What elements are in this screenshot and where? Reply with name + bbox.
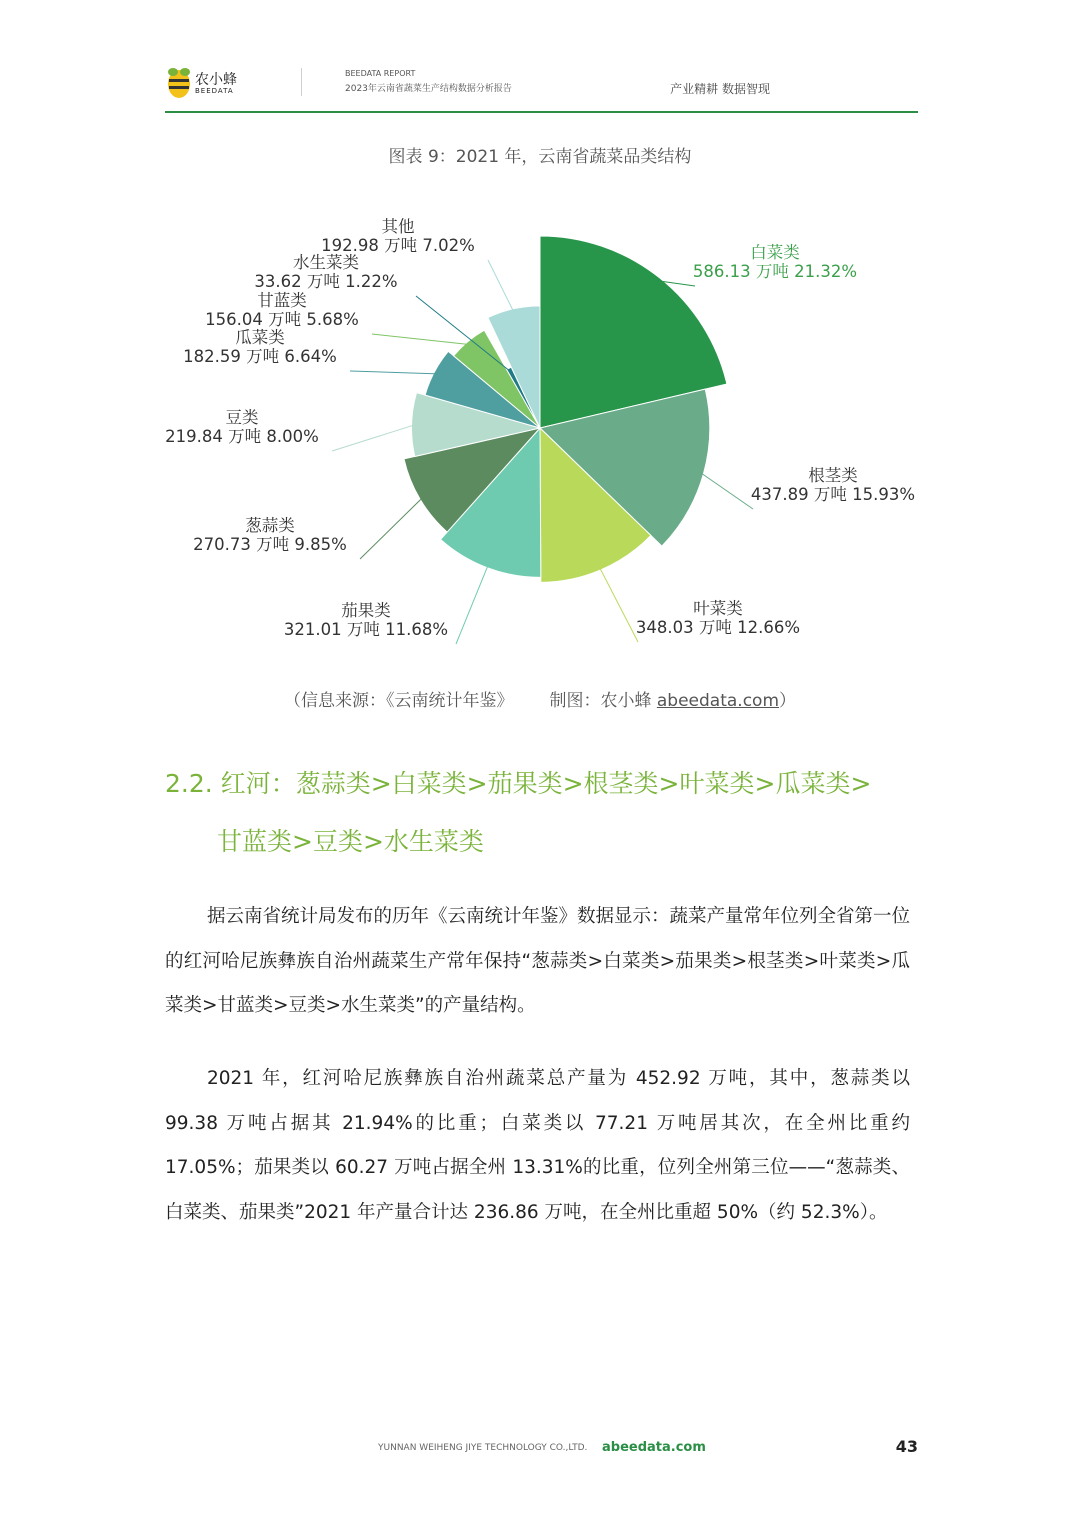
page-number: 43: [895, 1437, 918, 1456]
slice-label-name-0: 白菜类: [750, 243, 800, 262]
slice-label-name-5: 豆类: [225, 408, 259, 427]
body-paragraph-1: 据云南省统计局发布的历年《云南统计年鉴》数据显示：蔬菜产量常年位列全省第一位的红河哈尼族彝族自治州蔬菜生产常年保持“葱蒜类>白菜类>茄果类>根茎类>叶菜类>瓜菜类>甘蓝类>豆类>水生菜类”的产量结构。: [165, 906, 911, 1016]
slice-label-name-1: 根茎类: [808, 466, 858, 485]
footer-site[interactable]: abeedata.com: [602, 1440, 706, 1455]
slice-label-name-9: 其他: [381, 217, 415, 236]
leader-line-5: [332, 425, 416, 451]
slice-label-value-0: 586.13 万吨 21.32%: [692, 262, 858, 281]
leader-line-7: [372, 334, 470, 345]
leader-line-4: [360, 497, 423, 559]
rose-pie-chart: [0, 190, 1080, 680]
section-number: 2.2.: [165, 769, 213, 798]
section-heading: [165, 755, 925, 871]
figure-title: 图表 9：2021 年，云南省蔬菜品类结构: [388, 147, 692, 167]
header-rule: [165, 111, 918, 113]
leader-line-6: [350, 371, 438, 374]
slice-label-value-8: 33.62 万吨 1.22%: [254, 272, 398, 291]
footer-company: YUNNAN WEIHENG JIYE TECHNOLOGY CO.,LTD.: [378, 1443, 588, 1453]
leader-line-2: [599, 566, 638, 642]
slice-label-value-9: 192.98 万吨 7.02%: [321, 236, 475, 255]
body-paragraph-2: 2021 年，红河哈尼族彝族自治州蔬菜总产量为 452.92 万吨，其中，葱蒜类以 99.38 万吨占据其 21.94%的比重；白菜类以 77.21 万吨居其次，在全州比重约 17.05%；茄果类以 60.27 万吨占据全州 13.31%的比重，位列全州第三位——“葱蒜类、白菜类、茄果类”2021 年产量合计达 236.86 万吨，在全州比重超 50%（约 52.3%）。: [165, 1068, 910, 1223]
slice-label-value-6: 182.59 万吨 6.64%: [183, 347, 337, 366]
slice-label-name-8: 水生菜类: [293, 253, 359, 272]
section-title-line1: 红河：葱蒜类>白菜类>茄果类>根茎类>叶菜类>瓜菜类>: [220, 769, 872, 798]
slice-label-value-3: 321.01 万吨 11.68%: [283, 620, 449, 639]
slice-label-name-3: 茄果类: [341, 601, 391, 620]
slice-label-value-1: 437.89 万吨 15.93%: [750, 485, 916, 504]
logo-text: 农小蜂: [195, 72, 237, 88]
slice-label-value-4: 270.73 万吨 9.85%: [193, 535, 347, 554]
report-name-en: BEEDATA REPORT: [345, 69, 416, 78]
source-prefix: （信息来源：《云南统计年鉴》: [283, 691, 514, 711]
slice-label-name-6: 瓜菜类: [235, 328, 285, 347]
source-maker: 制图：农小蜂: [549, 691, 652, 711]
figure-source: [0, 686, 1080, 711]
header-divider: [301, 68, 302, 96]
report-name-cn: 2023年云南省蔬菜生产结构数据分析报告: [345, 84, 512, 94]
slice-label-name-2: 叶菜类: [693, 599, 743, 618]
slice-label-value-7: 156.04 万吨 5.68%: [205, 310, 359, 329]
leader-line-9: [488, 260, 514, 313]
slice-label-value-5: 219.84 万吨 8.00%: [165, 427, 319, 446]
source-suffix: ）: [779, 691, 797, 711]
leader-line-1: [700, 472, 753, 509]
slice-label-value-2: 348.03 万吨 12.66%: [635, 618, 801, 637]
section-title-line2: 甘蓝类>豆类>水生菜类: [217, 827, 484, 856]
source-link[interactable]: abeedata.com: [656, 691, 780, 711]
slice-label-name-4: 葱蒜类: [245, 516, 295, 535]
logo-subtext: BEEDATA: [195, 87, 234, 95]
page-header: [165, 60, 918, 114]
header-slogan: 产业精耕 数据智现: [670, 82, 770, 96]
slice-label-name-7: 甘蓝类: [257, 291, 307, 310]
leader-line-3: [456, 564, 489, 644]
